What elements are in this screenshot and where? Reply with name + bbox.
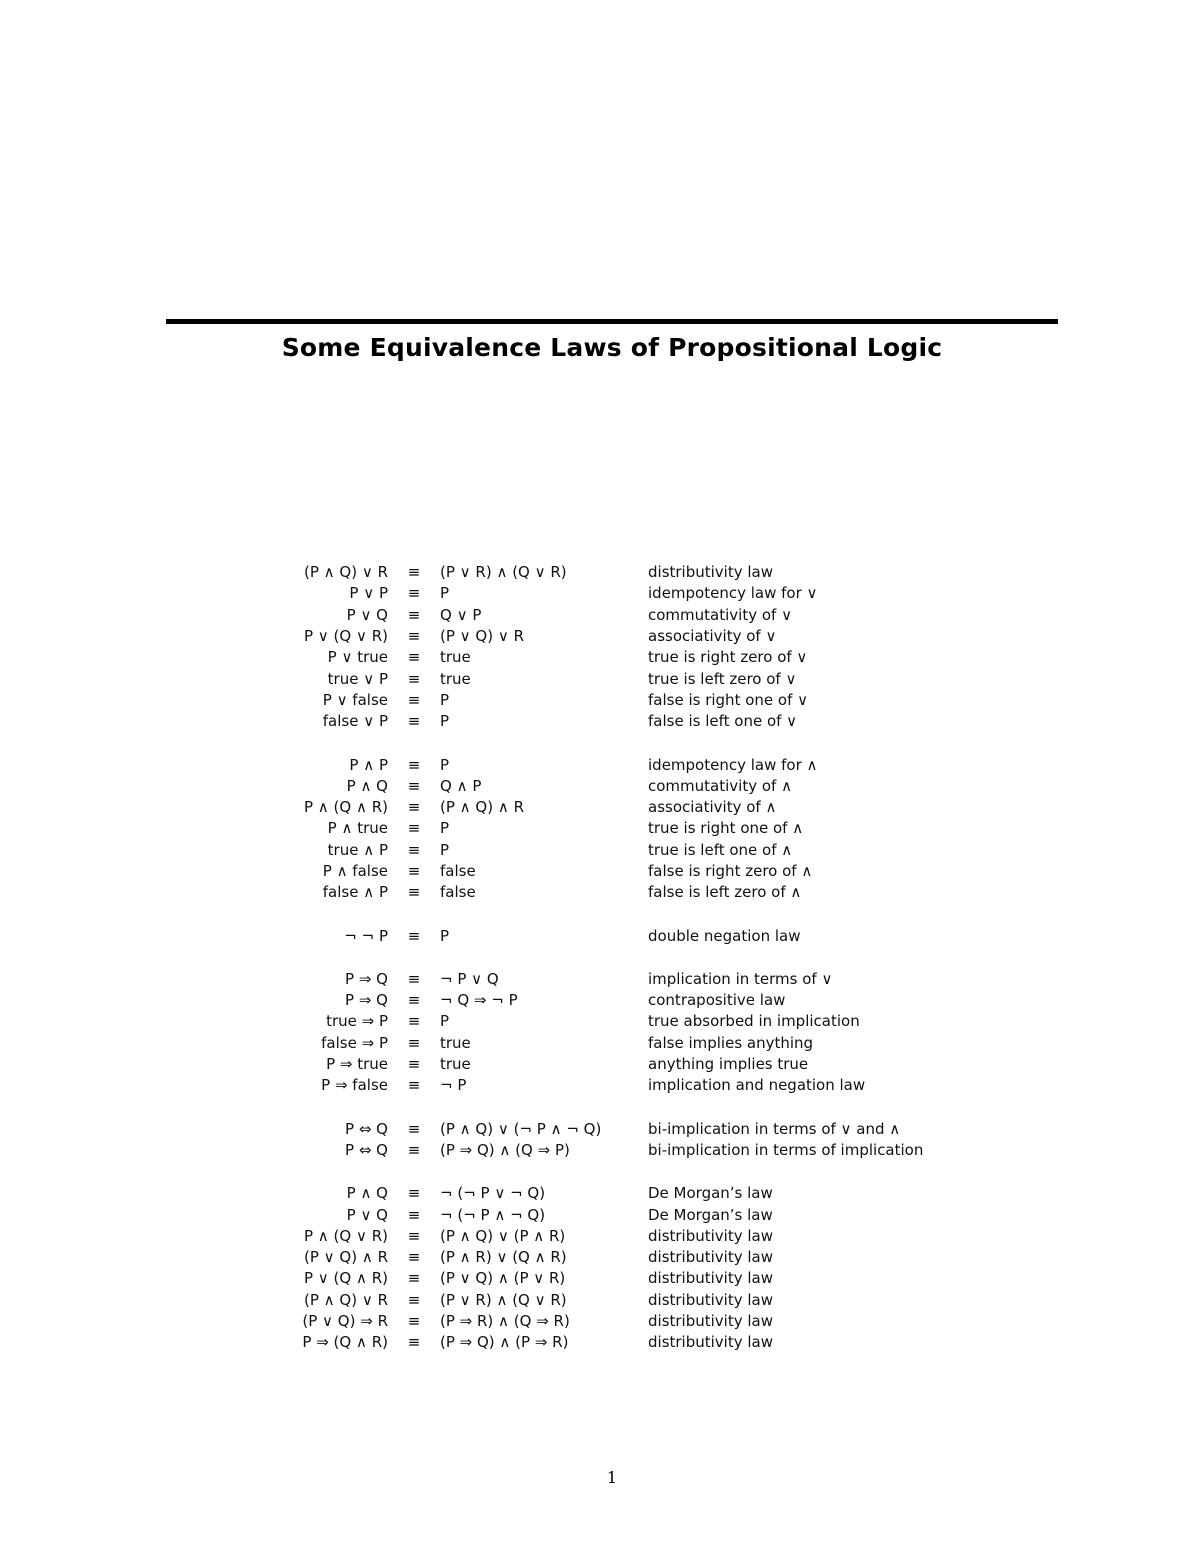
- law-row: [270, 1268, 970, 1289]
- law-rhs: (P ⇒ Q) ∧ (Q ⇒ P): [440, 1140, 570, 1159]
- equivalence-symbol: ≡: [407, 1205, 421, 1224]
- title-rule: [166, 319, 1058, 324]
- law-lhs: P ⇒ true: [326, 1055, 388, 1074]
- law-row: [270, 562, 970, 583]
- law-row: [270, 690, 970, 711]
- law-rhs: P: [440, 1012, 450, 1031]
- law-rhs: (P ∨ R) ∧ (Q ∨ R): [440, 1290, 567, 1309]
- law-row: [270, 1183, 970, 1204]
- law-row: [270, 1332, 970, 1353]
- law-lhs: (P ∨ Q) ⇒ R: [302, 1312, 388, 1331]
- law-rhs: P: [440, 712, 450, 731]
- equivalence-symbol: ≡: [407, 819, 421, 838]
- law-row: [270, 797, 970, 818]
- law-lhs: (P ∨ Q) ∧ R: [303, 1248, 388, 1267]
- law-description: true is left zero of ∨: [648, 669, 797, 688]
- law-rhs: true: [440, 1033, 471, 1052]
- law-lhs: P ∨ (Q ∧ R): [303, 1269, 388, 1288]
- law-lhs: P ⇒ Q: [345, 969, 388, 988]
- law-description: false is right one of ∨: [648, 690, 809, 709]
- law-description: distributivity law: [648, 1290, 773, 1309]
- law-row: [270, 1290, 970, 1311]
- law-lhs: P ∨ P: [349, 584, 388, 603]
- law-row: [270, 1311, 970, 1332]
- law-rhs: (P ⇒ Q) ∧ (P ⇒ R): [440, 1333, 569, 1352]
- law-lhs: false ∨ P: [322, 712, 388, 731]
- law-rhs: (P ⇒ R) ∧ (Q ⇒ R): [440, 1312, 570, 1331]
- equivalence-symbol: ≡: [407, 883, 421, 902]
- law-rhs: (P ∨ Q) ∨ R: [440, 627, 525, 646]
- law-description: bi-implication in terms of implication: [648, 1140, 924, 1159]
- law-rhs: ¬ Q ⇒ ¬ P: [440, 991, 518, 1010]
- law-lhs: (P ∧ Q) ∨ R: [303, 1290, 388, 1309]
- equivalence-symbol: ≡: [407, 690, 421, 709]
- law-rhs: true: [440, 1055, 471, 1074]
- law-row: [270, 818, 970, 839]
- law-rhs: (P ∧ Q) ∧ R: [440, 798, 525, 817]
- law-description: distributivity law: [648, 1226, 773, 1245]
- law-row: [270, 1075, 970, 1096]
- law-row: [270, 1247, 970, 1268]
- law-row: [270, 1119, 970, 1140]
- law-rhs: (P ∧ R) ∨ (Q ∧ R): [440, 1248, 567, 1267]
- law-description: associativity of ∨: [648, 627, 777, 646]
- equivalence-symbol: ≡: [407, 1140, 421, 1159]
- law-description: bi-implication in terms of ∨ and ∧: [648, 1119, 901, 1138]
- law-lhs: P ∨ false: [322, 690, 388, 709]
- law-lhs: false ⇒ P: [321, 1033, 388, 1052]
- law-row: [270, 1054, 970, 1075]
- law-row: [270, 990, 970, 1011]
- law-description: double negation law: [648, 926, 801, 945]
- equivalence-symbol: ≡: [407, 1055, 421, 1074]
- equivalence-symbol: ≡: [407, 1033, 421, 1052]
- equivalence-symbol: ≡: [407, 755, 421, 774]
- equivalence-symbol: ≡: [407, 712, 421, 731]
- law-row: [270, 1140, 970, 1161]
- law-lhs: P ∧ true: [327, 819, 388, 838]
- law-rhs: P: [440, 584, 450, 603]
- equivalence-symbol: ≡: [407, 1333, 421, 1352]
- law-rhs: Q ∧ P: [440, 776, 482, 795]
- law-description: true is right one of ∧: [648, 819, 804, 838]
- equivalence-symbol: ≡: [407, 991, 421, 1010]
- law-row: [270, 583, 970, 604]
- equivalence-symbol: ≡: [407, 1119, 421, 1138]
- law-row: [270, 647, 970, 668]
- law-row: [270, 754, 970, 775]
- law-row: [270, 1226, 970, 1247]
- law-rhs: P: [440, 840, 450, 859]
- law-lhs: P ⇒ false: [321, 1076, 388, 1095]
- law-description: De Morgan’s law: [648, 1184, 773, 1203]
- law-lhs: P ∧ false: [322, 862, 388, 880]
- law-lhs: false ∧ P: [322, 883, 388, 902]
- law-description: associativity of ∧: [648, 798, 777, 817]
- equivalence-laws-table: [270, 562, 970, 1354]
- law-row: [270, 861, 970, 882]
- equivalence-symbol: ≡: [407, 1184, 421, 1203]
- law-rhs: ¬ P ∨ Q: [440, 969, 499, 988]
- law-description: commutativity of ∨: [648, 605, 793, 624]
- law-rhs: (P ∧ Q) ∨ (¬ P ∧ ¬ Q): [440, 1119, 602, 1138]
- law-lhs: P ⇔ Q: [345, 1119, 388, 1138]
- law-lhs: P ∧ Q: [346, 776, 388, 795]
- law-rhs: (P ∨ Q) ∧ (P ∨ R): [440, 1269, 566, 1288]
- law-lhs: ¬ ¬ P: [344, 926, 388, 945]
- equivalence-symbol: ≡: [407, 563, 421, 582]
- law-description: anything implies true: [648, 1055, 809, 1074]
- law-row: [270, 1011, 970, 1032]
- law-lhs: P ∨ (Q ∨ R): [303, 627, 388, 646]
- law-rhs: Q ∨ P: [440, 605, 482, 624]
- law-row: [270, 776, 970, 797]
- law-lhs: true ⇒ P: [326, 1012, 388, 1031]
- law-description: distributivity law: [648, 1248, 773, 1267]
- equivalence-symbol: ≡: [407, 862, 421, 880]
- law-description: false is left zero of ∧: [648, 883, 802, 902]
- equivalence-symbol: ≡: [407, 648, 421, 667]
- law-lhs: P ∧ (Q ∨ R): [303, 1226, 388, 1245]
- law-rhs: true: [440, 648, 471, 667]
- law-rhs: true: [440, 669, 471, 688]
- equivalence-symbol: ≡: [407, 798, 421, 817]
- equivalence-symbol: ≡: [407, 969, 421, 988]
- law-lhs: P ⇒ (Q ∧ R): [302, 1333, 388, 1352]
- equivalence-symbol: ≡: [407, 1269, 421, 1288]
- equivalence-symbol: ≡: [407, 776, 421, 795]
- law-rhs: ¬ (¬ P ∧ ¬ Q): [440, 1205, 546, 1224]
- law-rhs: P: [440, 926, 450, 945]
- equivalence-symbol: ≡: [407, 584, 421, 603]
- equivalence-symbol: ≡: [407, 840, 421, 859]
- law-description: De Morgan’s law: [648, 1205, 773, 1224]
- law-description: true absorbed in implication: [648, 1012, 860, 1031]
- law-row: [270, 605, 970, 626]
- page-title: Some Equivalence Laws of Propositional Logic: [281, 333, 943, 362]
- law-lhs: P ∧ P: [349, 755, 388, 774]
- law-lhs: P ∨ Q: [346, 605, 388, 624]
- equivalence-symbol: ≡: [407, 1290, 421, 1309]
- law-row: [270, 925, 970, 946]
- law-lhs: P ⇒ Q: [345, 991, 388, 1010]
- law-row: [270, 882, 970, 903]
- law-description: contrapositive law: [648, 991, 786, 1010]
- law-row: [270, 668, 970, 689]
- equivalence-symbol: ≡: [407, 605, 421, 624]
- law-lhs: P ∨ Q: [346, 1205, 388, 1224]
- law-rhs: false: [440, 883, 476, 902]
- law-lhs: P ⇔ Q: [345, 1140, 388, 1159]
- law-rhs: false: [440, 862, 476, 880]
- law-description: true is left one of ∧: [648, 840, 793, 859]
- law-rhs: ¬ P: [440, 1076, 467, 1095]
- law-lhs: (P ∧ Q) ∨ R: [303, 563, 388, 582]
- law-description: idempotency law for ∧: [648, 755, 818, 774]
- law-description: distributivity law: [648, 1269, 773, 1288]
- law-description: false implies anything: [648, 1033, 814, 1052]
- law-rhs: P: [440, 690, 450, 709]
- law-rhs: P: [440, 819, 450, 838]
- page-number: 1: [606, 1468, 618, 1487]
- equivalence-symbol: ≡: [407, 627, 421, 646]
- law-description: false is right zero of ∧: [648, 862, 813, 880]
- law-rhs: P: [440, 755, 450, 774]
- equivalence-symbol: ≡: [407, 669, 421, 688]
- law-rhs: (P ∧ Q) ∨ (P ∧ R): [440, 1226, 566, 1245]
- law-row: [270, 711, 970, 732]
- law-row: [270, 969, 970, 990]
- law-description: implication and negation law: [648, 1076, 866, 1095]
- law-lhs: P ∧ (Q ∧ R): [303, 798, 388, 817]
- law-description: distributivity law: [648, 1333, 773, 1352]
- law-lhs: P ∨ true: [327, 648, 388, 667]
- law-lhs: true ∨ P: [327, 669, 388, 688]
- law-row: [270, 1033, 970, 1054]
- law-description: distributivity law: [648, 1312, 773, 1331]
- law-row: [270, 840, 970, 861]
- law-description: implication in terms of ∨: [648, 969, 833, 988]
- law-rhs: (P ∨ R) ∧ (Q ∨ R): [440, 563, 567, 582]
- law-description: commutativity of ∧: [648, 776, 793, 795]
- law-description: true is right zero of ∨: [648, 648, 808, 667]
- law-description: distributivity law: [648, 563, 773, 582]
- law-lhs: true ∧ P: [327, 840, 388, 859]
- equivalence-symbol: ≡: [407, 926, 421, 945]
- equivalence-symbol: ≡: [407, 1226, 421, 1245]
- equivalence-symbol: ≡: [407, 1076, 421, 1095]
- law-rhs: ¬ (¬ P ∨ ¬ Q): [440, 1184, 546, 1203]
- law-row: [270, 1204, 970, 1225]
- law-row: [270, 626, 970, 647]
- law-lhs: P ∧ Q: [346, 1184, 388, 1203]
- equivalence-symbol: ≡: [407, 1312, 421, 1331]
- law-description: idempotency law for ∨: [648, 584, 818, 603]
- law-description: false is left one of ∨: [648, 712, 798, 731]
- equivalence-symbol: ≡: [407, 1012, 421, 1031]
- equivalence-symbol: ≡: [407, 1248, 421, 1267]
